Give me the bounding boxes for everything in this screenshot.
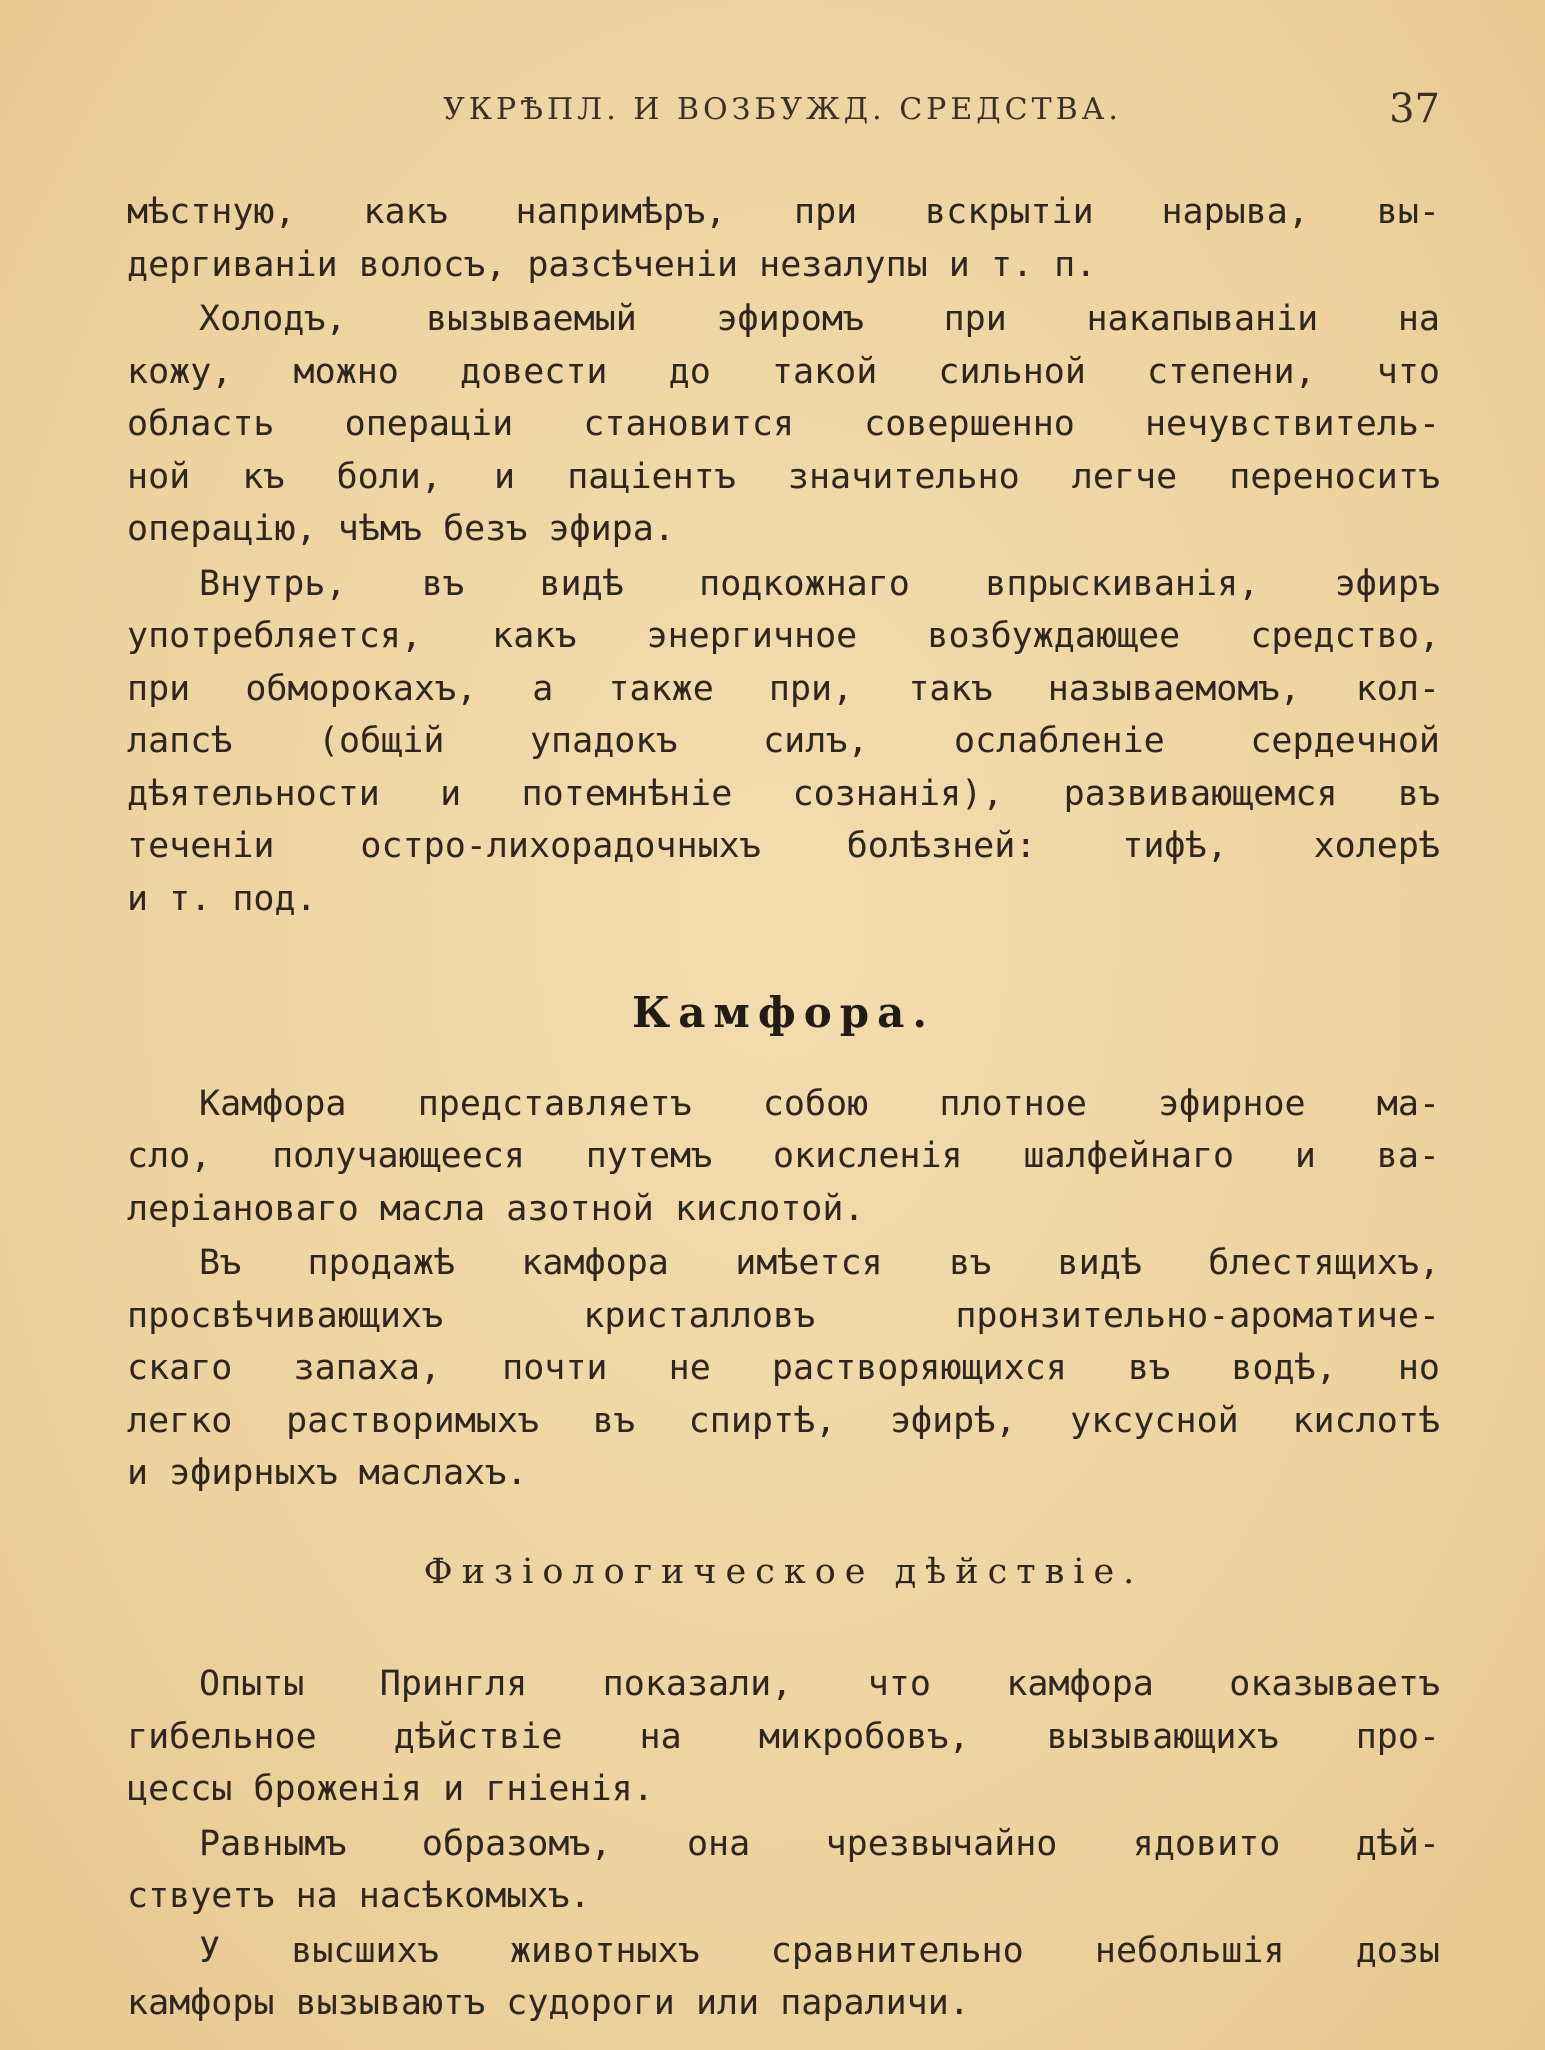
- text-line: камфоры вызываютъ судороги или параличи.: [127, 1983, 970, 2023]
- paragraph: [127, 1818, 1440, 1923]
- paragraph: [127, 293, 1440, 556]
- text-line: Въ продажѣ камфора имѣется въ видѣ блестящихъ,: [199, 1243, 1440, 1283]
- text-line: операцію, чѣмъ безъ эфира.: [127, 509, 675, 549]
- text-line: легко растворимыхъ въ спиртѣ, эфирѣ, уксусной кислотѣ: [127, 1400, 1440, 1441]
- paragraph: [127, 186, 1440, 291]
- text-line: ствуетъ на насѣкомыхъ.: [127, 1876, 591, 1916]
- text-line: У высшихъ животныхъ сравнительно небольшія дозы: [199, 1930, 1440, 1971]
- paragraph: [127, 1925, 1440, 2030]
- text-line: при обморокахъ, а также при, такъ называемомъ, кол-: [127, 668, 1440, 709]
- paragraph: [127, 1078, 1440, 1236]
- text-line: Холодъ, вызываемый эфиромъ при накапываніи на: [199, 299, 1440, 339]
- subsection-title: Физіологическое дѣйствіе.: [423, 1551, 1144, 1592]
- text-line: просвѣчивающихъ кристалловъ пронзительно-ароматиче-: [127, 1295, 1440, 1336]
- text-line: лапсѣ (общій упадокъ силъ, ослабленіе сердечной: [127, 721, 1440, 761]
- text-line: дергиваніи волосъ, разсѣченіи незалупы и т. п.: [127, 244, 1097, 285]
- running-header: [125, 86, 1440, 142]
- text-line: и т. под.: [127, 878, 317, 919]
- text-line: мѣстную, какъ напримѣръ, при вскрытіи нарыва, вы-: [127, 192, 1440, 232]
- text-line: область операціи становится совершенно нечувствитель-: [127, 404, 1440, 444]
- paragraph: [127, 1237, 1440, 1500]
- text-line: Камфора представляетъ собою плотное эфирное ма-: [199, 1083, 1440, 1124]
- text-line: дѣятельности и потемнѣніе сознанія), развивающемся въ: [127, 773, 1440, 814]
- page-number: 37: [1389, 86, 1440, 132]
- text-line: гибельное дѣйствіе на микробовъ, вызывающихъ про-: [127, 1716, 1440, 1757]
- text-line: и эфирныхъ маслахъ.: [127, 1453, 528, 1493]
- text-line: скаго запаха, почти не растворяющихся въ водѣ, но: [127, 1348, 1440, 1388]
- text-line: леріановаго масла азотной кислотой.: [127, 1188, 865, 1229]
- text-line: употребляется, какъ энергичное возбуждающее средство,: [127, 616, 1440, 656]
- text-line: Равнымъ образомъ, она чрезвычайно ядовито дѣй-: [199, 1823, 1440, 1864]
- text-line: сло, получающееся путемъ окисленія шалфейнаго и ва-: [127, 1136, 1440, 1176]
- section-title: Камфора.: [632, 988, 935, 1037]
- running-header-title: УКРѢПЛ. И ВОЗБУЖД. СРЕДСТВА.: [443, 92, 1122, 127]
- paragraph: [127, 558, 1440, 926]
- text-line: Опыты Прингля показали, что камфора оказываетъ: [199, 1664, 1440, 1704]
- body-text: [127, 186, 1440, 2030]
- text-line: цессы броженія и гніенія.: [127, 1769, 654, 1809]
- text-line: ной къ боли, и паціентъ значительно легче переноситъ: [127, 456, 1440, 497]
- text-line: Внутрь, въ видѣ подкожнаго впрыскиванія, эфиръ: [199, 563, 1440, 604]
- text-line: кожу, можно довести до такой сильной степени, что: [127, 351, 1440, 392]
- paragraph: [127, 1658, 1440, 1816]
- text-line: теченіи остро-лихорадочныхъ болѣзней: тифѣ, холерѣ: [127, 826, 1440, 866]
